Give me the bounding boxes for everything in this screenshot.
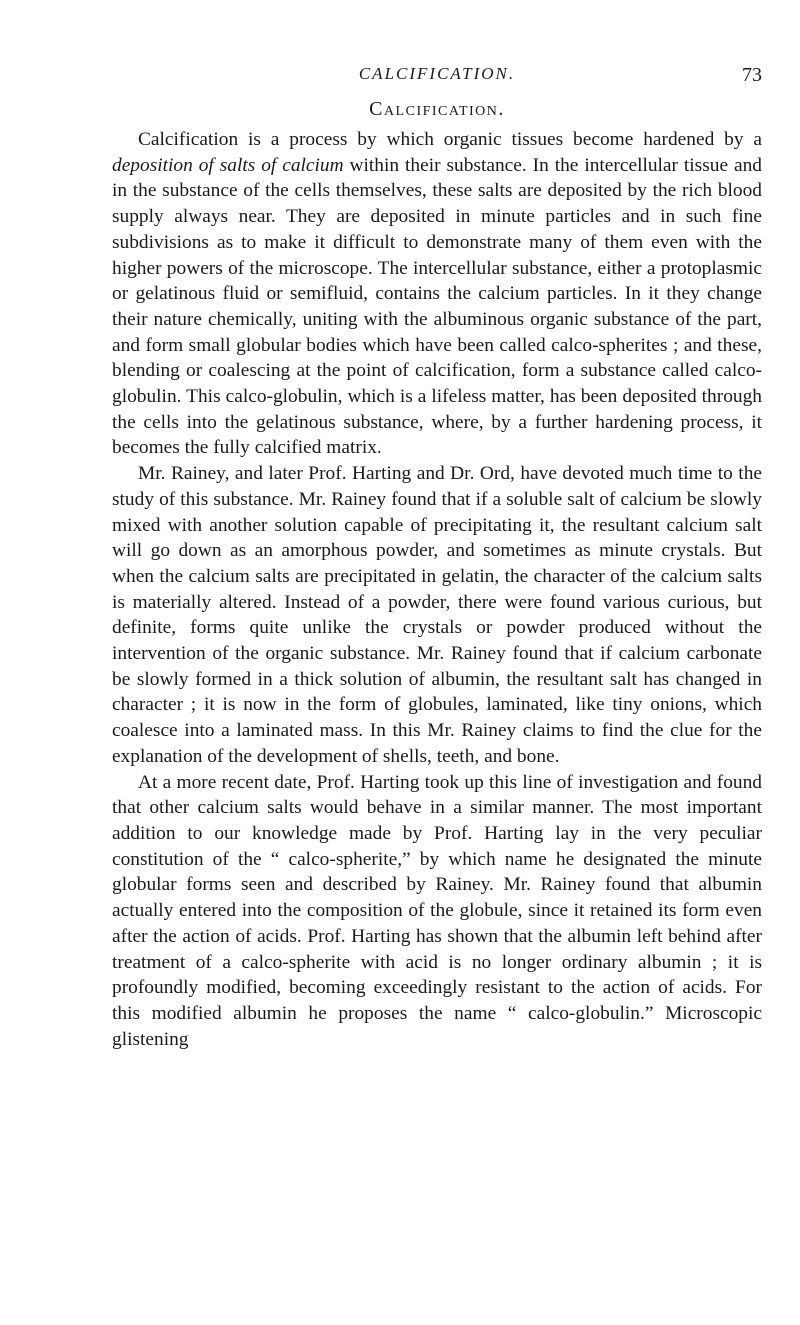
paragraph-1-text-end: within their substance. In the intercellular tissue and in the substance of the cells themselves, these salts are deposited by the rich blood supply always near. They are deposited in minute particles and in such fine subdivisions as to make it difficult to demonstrate many of them even with the higher powers of the microscope. The intercellular substance, either a protoplasmic or gelatinous fluid or semifluid, contains the calcium particles. In it they change their nature chemically, uniting with the albuminous organic substance of the part, and form small globular bodies which have been called calco-spherites ; and these, blending or coalescing at the point of calcification, form a substance called calco-globulin. This calco-globulin, which is a lifeless matter, has been deposited through the cells into the gelatinous substance, where, by a further hardening process, it becomes the fully calcified matrix.	[112, 154, 763, 459]
paragraph-3	[112, 770, 762, 1053]
paragraph-2-text: Mr. Rainey, and later Prof. Harting and Dr. Ord, have devoted much time to the study of this substance. Mr. Rainey found that if a soluble salt of calcium be slowly mixed with another solution capable of precipitating it, the resultant calcium salt will go down as an amorphous powder, and sometimes as minute crystals. But when the calcium salts are precipitated in gelatin, the character of the calcium salts is materially altered. Instead of a powder, there were found various curious, but definite, forms quite unlike the crystals or powder produced without the intervention of the organic substance. Mr. Rainey found that if calcium carbonate be slowly formed in a thick solution of albumin, the resultant salt has changed in character ; it is now in the form of globules, laminated, like tiny onions, which coalesce into a laminated mass. In this Mr. Rainey claims to find the clue for the explanation of the development of shells, teeth, and bone.	[112, 463, 762, 767]
paragraph-1	[112, 127, 762, 461]
paragraph-2	[112, 461, 762, 769]
section-heading: Calcification.	[369, 98, 505, 120]
book-page	[112, 64, 762, 1052]
running-head	[112, 64, 762, 94]
paragraph-1-italic-phrase: deposition of salts of calcium	[112, 154, 344, 176]
paragraph-3-text: At a more recent date, Prof. Harting took up this line of investigation and found that other calcium salts would behave in a similar manner. The most important addition to our knowledge made by Prof. Harting lay in the very peculiar constitution of the “ calco-spherite,” by which name he designated the minute globular forms seen and described by Rainey. Mr. Rainey found that albumin actually entered into the composition of the globule, since it retained its form even after the action of acids. Prof. Harting has shown that the albumin left behind after treatment of a calco-spherite with acid is no longer ordinary albumin ; it is profoundly modified, becoming exceedingly resistant to the action of acids. For this modified albumin he proposes the name “ calco-globulin.” Microscopic glistening	[112, 771, 762, 1050]
page-number: 73	[742, 64, 762, 86]
running-title: CALCIFICATION.	[358, 64, 516, 83]
paragraph-1-text-start: Calcification is a process by which organic tissues become hardened by a	[138, 129, 762, 150]
